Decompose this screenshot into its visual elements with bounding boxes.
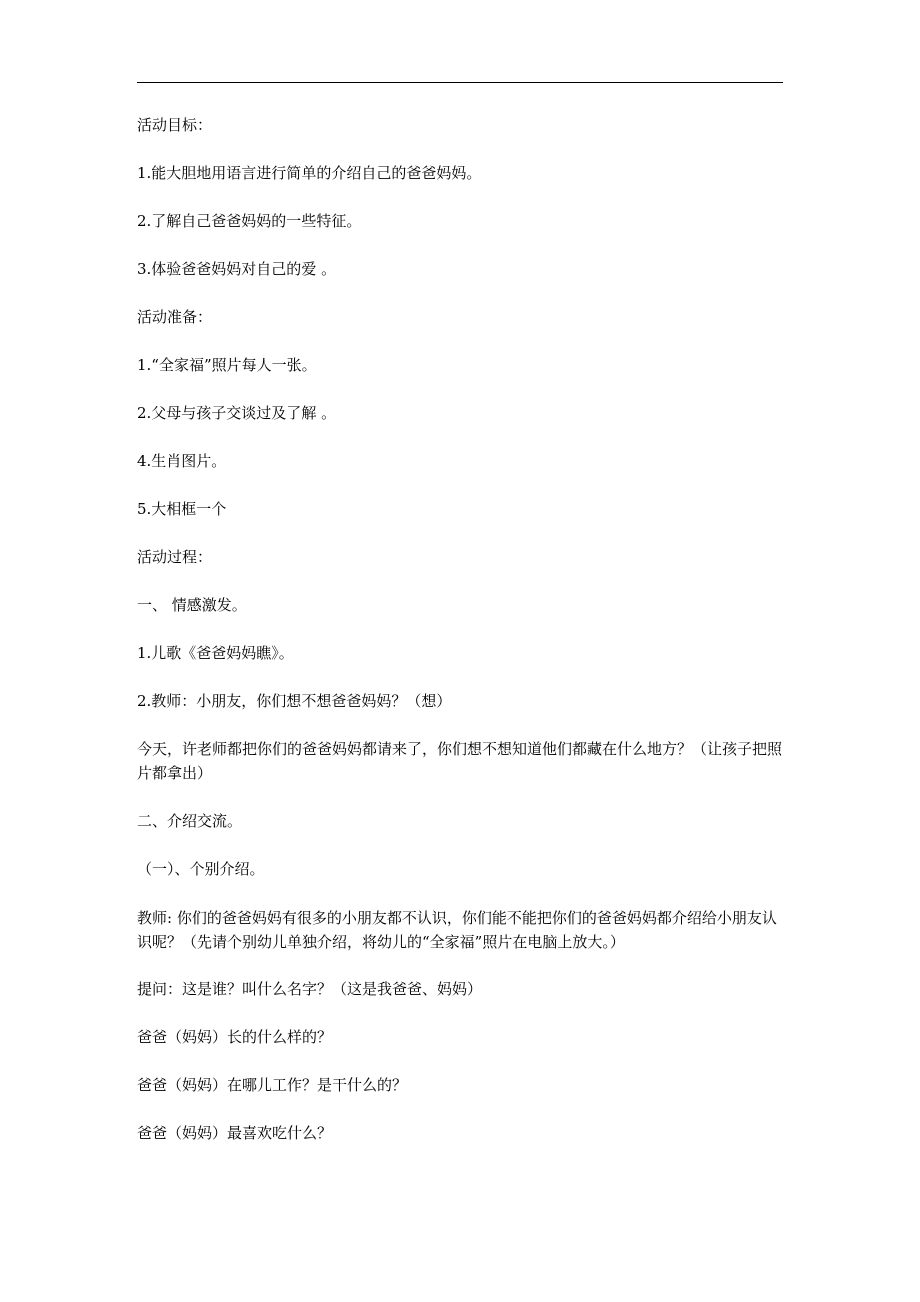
process-paragraph-today: 今天，许老师都把你们的爸爸妈妈都请来了，你们想不想知道他们都藏在什么地方？（让孩子把照片都拿出）	[137, 740, 783, 782]
question-work: 爸爸（妈妈）在哪儿工作？是干什么的？	[137, 1076, 408, 1094]
heading-preparation: 活动准备：	[137, 308, 213, 326]
goal-item-1: 1.能大胆地用语言进行简单的介绍自己的爸爸妈妈。	[137, 164, 482, 182]
subsection-individual-heading: （一）、个别介绍。	[137, 860, 265, 878]
prep-item-4: 4.生肖图片。	[137, 452, 227, 470]
question-food: 爸爸（妈妈）最喜欢吃什么？	[137, 1124, 333, 1142]
question-who: 提问：这是谁？叫什么名字？（这是我爸爸、妈妈）	[137, 980, 483, 998]
header-rule	[137, 82, 783, 83]
prep-item-5: 5.大相框一个	[137, 500, 227, 518]
section-one-heading: 一、 情感激发。	[137, 596, 247, 614]
goal-item-3: 3.体验爸爸妈妈对自己的爱 。	[137, 260, 337, 278]
prep-item-1: 1.“全家福”照片每人一张。	[137, 356, 317, 374]
goal-item-2: 2.了解自己爸爸妈妈的一些特征。	[137, 212, 362, 230]
process-item-1: 1.儿歌《爸爸妈妈瞧》。	[137, 644, 294, 662]
process-item-2: 2.教师：小朋友，你们想不想爸爸妈妈？（想）	[137, 692, 452, 710]
section-two-heading: 二、介绍交流。	[137, 812, 243, 830]
teacher-paragraph: 教师: 你们的爸爸妈妈有很多的小朋友都不认识，你们能不能把你们的爸爸妈妈都介绍给小朋友认识呢？（先请个别幼儿单独介绍，将幼儿的“全家福”照片在电脑上放大。）	[137, 909, 777, 951]
question-appearance: 爸爸（妈妈）长的什么样的？	[137, 1028, 333, 1046]
heading-process: 活动过程：	[137, 548, 213, 566]
heading-goals: 活动目标：	[137, 116, 213, 134]
prep-item-2: 2.父母与孩子交谈过及了解 。	[137, 404, 337, 422]
